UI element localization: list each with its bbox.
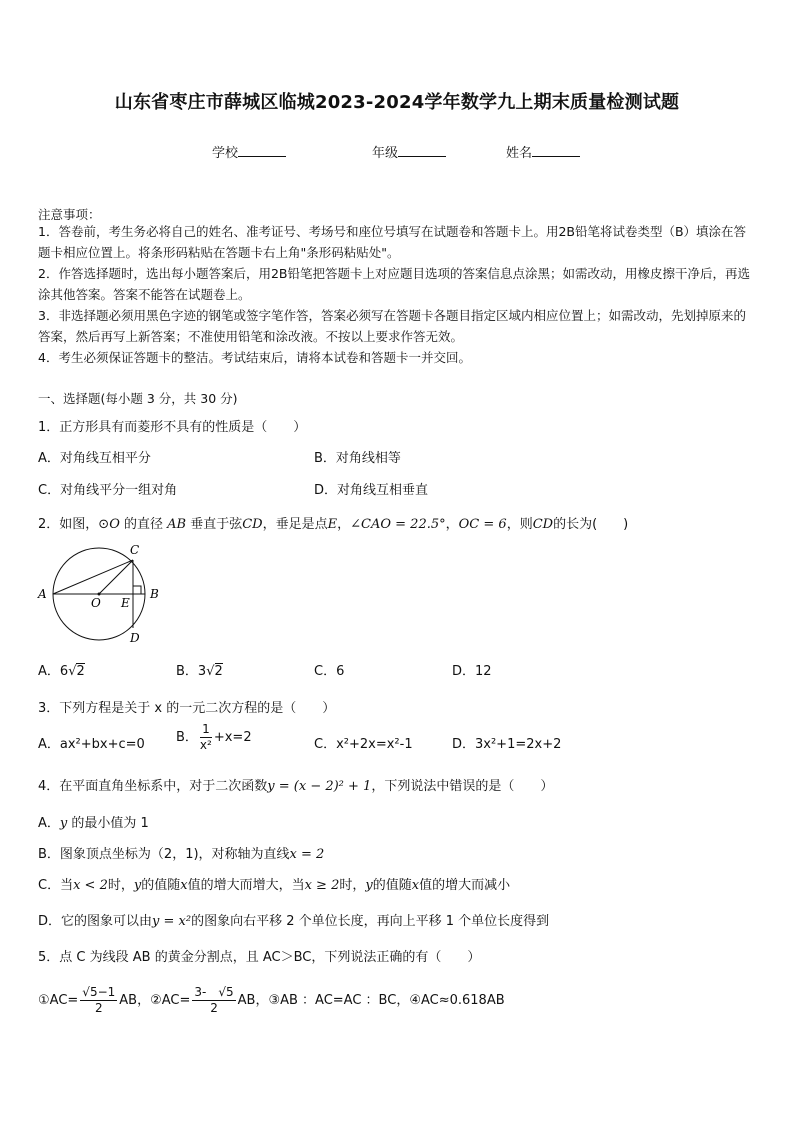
q2-circle-figure	[34, 540, 164, 650]
section-title: 一、选择题(每小题 3 分，共 30 分)	[38, 391, 238, 406]
name-field	[506, 142, 580, 161]
q4-c-math-4: x ≥ 2	[304, 878, 340, 893]
q3-b-num: 1	[200, 722, 212, 738]
q4-d-text-1: D．它的图象可以由	[38, 914, 153, 929]
school-label: 学校	[212, 146, 239, 161]
q4-c-text-7: 值的增大而减小	[419, 878, 511, 893]
q2-text-1: 2．如图，	[38, 517, 99, 532]
page-title: 山东省枣庄市薛城区临城2023-2024学年数学九上期末质量检测试题	[114, 92, 680, 113]
q2-circle-symbol: ⊙	[98, 517, 110, 532]
q2-text-2: 的直径	[119, 517, 168, 532]
q5-options-tail: AB，③AB ：AC=AC ：BC，④AC≈0.618AB	[237, 993, 505, 1008]
q4-option-b	[38, 843, 324, 862]
q5-fraction-2	[192, 985, 235, 1016]
q4-c-text-3: 的值随	[141, 878, 181, 893]
q2-stem	[38, 513, 628, 532]
q4-c-text-4: 值的增大而增大，当	[187, 878, 305, 893]
q2-text-3: 垂直于弦	[186, 517, 243, 532]
q4-c-text-1: C．当	[38, 878, 74, 893]
q4-a-y: y	[59, 816, 68, 831]
q2-text-4: ，垂足是点	[262, 517, 328, 532]
q4-option-c	[38, 874, 510, 893]
q1-stem: 1．正方形具有而菱形不具有的性质是（ ）	[38, 420, 307, 435]
q5-options	[38, 985, 505, 1016]
q5-stem: 5．点 C 为线段 AB 的黄金分割点，且 AC＞BC，下列说法正确的有（ ）	[38, 950, 481, 965]
q3-b-fraction	[200, 722, 212, 753]
q5-frac-1-den: 2	[94, 1001, 103, 1015]
segment-oc	[99, 560, 133, 594]
q4-c-text-6: 的值随	[372, 878, 412, 893]
q3-b-den: x²	[199, 738, 212, 752]
school-field	[212, 142, 286, 161]
q4-c-math-2: y	[133, 878, 142, 893]
grade-label: 年级	[372, 146, 399, 161]
q5-option-2-label: AB，②AC=	[119, 993, 191, 1008]
q1-option-b: B．对角线相等	[314, 451, 401, 466]
q4-c-text-5: 时，	[339, 878, 366, 893]
q2-option-c: C．6	[314, 664, 345, 679]
q5-option-1-label: ①AC=	[38, 993, 79, 1008]
q2-math-ab: AB	[167, 517, 187, 532]
name-blank	[532, 144, 580, 157]
label-b: B	[150, 587, 159, 601]
note-4: 4．考生必须保证答题卡的整洁。考试结束后，请将本试卷和答题卡一并交回。	[38, 350, 471, 365]
label-o: O	[91, 596, 101, 610]
q4-c-math-6: x	[411, 878, 420, 893]
school-blank	[238, 144, 286, 157]
q5-frac-1-num: √5−1	[82, 985, 116, 999]
q2-text-6: ，	[445, 517, 459, 532]
q4-a-label: A．	[38, 816, 60, 831]
q4-text-2: ，下列说法中错误的是（ ）	[371, 779, 554, 794]
q2-b-coef: 3	[197, 664, 207, 679]
notes-heading: 注意事项：	[38, 207, 101, 222]
sqrt-icon: √	[68, 664, 77, 679]
q4-a-rest: 的最小值为 1	[67, 816, 149, 831]
q1-option-d: D．对角线互相垂直	[314, 483, 429, 498]
q4-b-text: B．图象顶点坐标为（2，1)，对称轴为直线	[38, 847, 290, 862]
q1-option-c: C．对角线平分一组对角	[38, 483, 178, 498]
q2-a-label: A．	[38, 664, 60, 679]
q2-b-radicand: 2	[214, 664, 223, 679]
q1-option-a: A．对角线互相平分	[38, 451, 151, 466]
q5-frac-2-den: 2	[210, 1001, 218, 1015]
label-a: A	[38, 587, 47, 601]
right-angle-mark	[133, 586, 141, 594]
note-3: 3．非选择题必须用黑色字迹的钢笔或签字笔作答，答案必须写在答题卡各题目指定区域内相应位置上；如需改动，先划掉原来的答案，然后再写上新答案；不准使用铅笔和涂改液。不按以上要求作答无效。	[38, 308, 746, 344]
q4-c-math-5: y	[365, 878, 373, 893]
q2-option-a	[38, 660, 85, 679]
q5-fraction-1	[80, 985, 117, 1016]
q4-d-math-1: y = x²	[152, 914, 192, 929]
note-2: 2．作答选择题时，选出每小题答案后，用2B铅笔把答题卡上对应题目选项的答案信息点涂黑；如需改动，用橡皮擦干净后，再选涂其他答案。答案不能答在试题卷上。	[38, 266, 750, 302]
grade-field	[372, 142, 446, 161]
q3-option-a: A．ax²+bx+c=0	[38, 737, 145, 752]
q2-b-label: B．	[176, 664, 198, 679]
sqrt-icon: √	[206, 664, 215, 679]
q2-a-coef: 6	[59, 664, 69, 679]
q3-b-label: B．	[176, 730, 198, 745]
q4-c-text-2: 时，	[107, 878, 134, 893]
q5-frac-2-num: 3- √5	[194, 985, 234, 999]
q2-text-8: 的长为( )	[553, 517, 629, 532]
label-e: E	[121, 596, 130, 610]
q4-text-1: 4．在平面直角坐标系中，对于二次函数	[38, 779, 268, 794]
note-1: 1．答卷前，考生务必将自己的姓名、准考证号、考场号和座位号填写在试题卷和答题卡上。用2B铅笔将试卷类型（B）填涂在答题卡相应位置上。将条形码粘贴在答题卡右上角"条形码粘贴处"。	[38, 224, 747, 260]
q4-option-d	[38, 910, 549, 929]
q2-math-angle: ∠CAO = 22.5°	[350, 517, 446, 532]
q2-text-5: ，	[337, 517, 351, 532]
q2-math-cd-2: CD	[532, 517, 554, 532]
q2-math-oc: OC = 6	[458, 517, 507, 532]
q3-b-rest: +x=2	[213, 730, 252, 745]
q2-math-o: O	[109, 517, 120, 532]
q4-function: y = (x − 2)² + 1	[267, 779, 372, 794]
q2-math-e: E	[327, 517, 338, 532]
q3-option-b	[176, 722, 252, 753]
q4-stem	[38, 775, 553, 794]
q4-option-a	[38, 812, 149, 831]
segment-ac	[53, 560, 133, 594]
name-label: 姓名	[506, 146, 533, 161]
q2-a-radicand: 2	[76, 664, 85, 679]
label-c: C	[130, 543, 140, 557]
q3-stem: 3．下列方程是关于 x 的一元二次方程的是（ ）	[38, 701, 336, 716]
q2-option-d: D．12	[452, 664, 492, 679]
label-d: D	[130, 631, 140, 645]
q2-option-b	[176, 660, 223, 679]
q4-c-math-3: x	[180, 878, 188, 893]
q3-option-c: C．x²+2x=x²-1	[314, 737, 413, 752]
grade-blank	[398, 144, 446, 157]
q4-c-math-1: x < 2	[73, 878, 108, 893]
q3-option-d: D．3x²+1=2x+2	[452, 737, 562, 752]
q2-math-cd: CD	[242, 517, 263, 532]
q4-d-text-2: 的图象向右平移 2 个单位长度，再向上平移 1 个单位长度得到	[191, 914, 550, 929]
q4-b-math: x = 2	[289, 847, 325, 862]
q2-text-7: ，则	[506, 517, 533, 532]
